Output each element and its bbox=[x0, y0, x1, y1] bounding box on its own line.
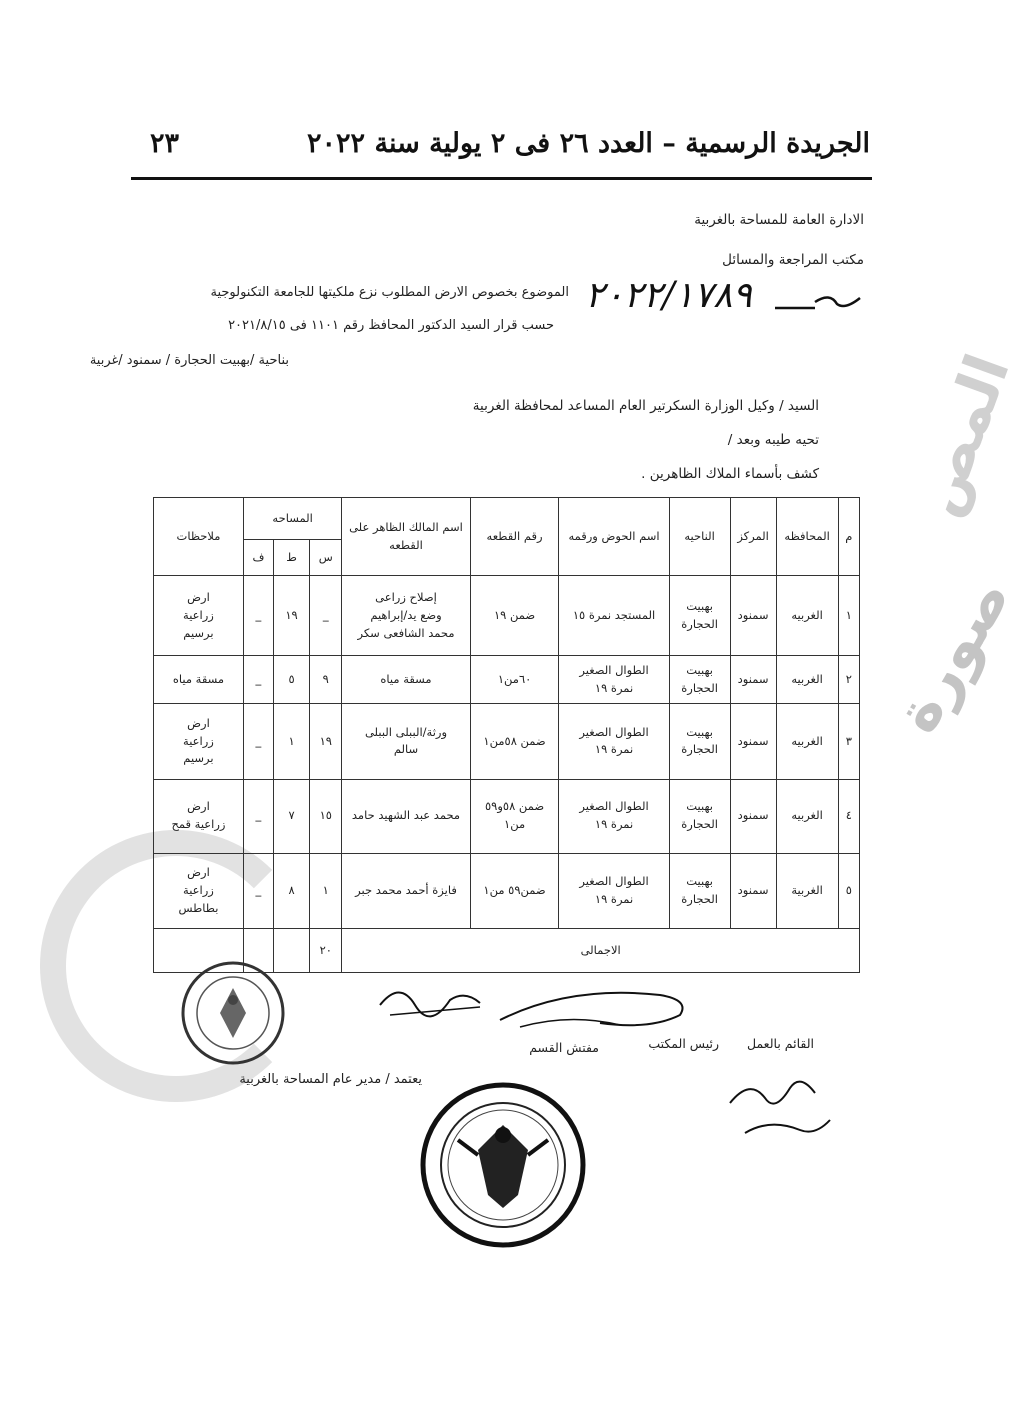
header-owner: اسم المالك الظاهر على القطعه bbox=[342, 498, 470, 576]
header-center: المركز bbox=[730, 498, 776, 576]
cell-governorate: الغربيه bbox=[776, 576, 838, 656]
gazette-title: الجريدة الرسمية – العدد ٢٦ فى ٢ يولية سنة ٢٠٢٢ bbox=[307, 128, 870, 159]
cell-index: ٣ bbox=[838, 704, 859, 779]
office-line: مكتب المراجعة والمسائل bbox=[722, 252, 864, 268]
header-index: م bbox=[838, 498, 859, 576]
page-number: ٢٣ bbox=[150, 128, 180, 159]
cell-area-s: ١ bbox=[310, 853, 342, 928]
cell-plot: ضمن٥٩ من١ bbox=[470, 853, 559, 928]
cell-area-s: _ bbox=[310, 576, 342, 656]
header-area-f: ف bbox=[243, 540, 273, 576]
header-area-s: س bbox=[310, 540, 342, 576]
signature-scribbles bbox=[370, 975, 710, 1045]
cell-index: ٥ bbox=[838, 853, 859, 928]
cell-notes: ارض زراعية قمح bbox=[154, 779, 244, 853]
cell-center: سمنود bbox=[730, 656, 776, 704]
cell-plot: ضمن ١٩ bbox=[470, 576, 559, 656]
cell-notes: ارض زراعية برسيم bbox=[154, 704, 244, 779]
total-label: الاجمالى bbox=[342, 928, 860, 972]
signature-inspector: مفتش القسم bbox=[529, 1040, 599, 1055]
cell-owner: فايزة أحمد محمد جبر bbox=[342, 853, 470, 928]
holdings-table-wrap bbox=[153, 497, 860, 973]
reference-stroke bbox=[575, 280, 865, 330]
cell-area-t: ١٩ bbox=[273, 576, 309, 656]
header-notes: ملاحظات bbox=[154, 498, 244, 576]
authority-line: الادارة العامة للمساحة بالغربية bbox=[694, 212, 864, 228]
cell-basin: المستجد نمرة ١٥ bbox=[559, 576, 669, 656]
header-village: الناحيه bbox=[669, 498, 730, 576]
cell-area-t: ٥ bbox=[273, 656, 309, 704]
cell-governorate: الغربيه bbox=[776, 704, 838, 779]
table-row bbox=[154, 704, 860, 779]
header-area-t: ط bbox=[273, 540, 309, 576]
cell-center: سمنود bbox=[730, 704, 776, 779]
cell-owner: إصلاح زراعى وضع يد/إبراهيم محمد الشافعى سكر bbox=[342, 576, 470, 656]
cell-center: سمنود bbox=[730, 853, 776, 928]
cell-notes: ارض زراعية بطاطس bbox=[154, 853, 244, 928]
cell-village: بهبيت الحجارة bbox=[669, 853, 730, 928]
holdings-table bbox=[153, 497, 860, 973]
watermark-text: المص bbox=[901, 345, 1024, 525]
cell-area-t: ٧ bbox=[273, 779, 309, 853]
cell-area-f: _ bbox=[243, 853, 273, 928]
cell-area-t: ٨ bbox=[273, 853, 309, 928]
greeting-line: تحيه طيبه وبعد / bbox=[727, 432, 819, 448]
gazette-header bbox=[135, 128, 870, 164]
table-row bbox=[154, 779, 860, 853]
reference-number: ٢٠٢٢/١٧٨٩ bbox=[585, 275, 752, 316]
cell-center: سمنود bbox=[730, 576, 776, 656]
cell-area-s: ١٥ bbox=[310, 779, 342, 853]
signature-approval: يعتمد / مدير عام المساحة بالغربية bbox=[239, 1072, 422, 1087]
official-stamp-small bbox=[178, 958, 288, 1068]
subject-line-2: حسب قرار السيد الدكتور المحافظ رقم ١١٠١ فى ٢٠٢١/٨/١٥ bbox=[228, 318, 554, 333]
cell-governorate: الغربيه bbox=[776, 656, 838, 704]
cell-area-s: ٩ bbox=[310, 656, 342, 704]
cell-owner: محمد عبد الشهيد حامد bbox=[342, 779, 470, 853]
cell-area-f: _ bbox=[243, 576, 273, 656]
header-area: المساحه bbox=[243, 498, 341, 540]
cell-notes: ارض زراعية برسيم bbox=[154, 576, 244, 656]
cell-plot: ضمن ٥٨من١ bbox=[470, 704, 559, 779]
total-area-s: ٢٠ bbox=[310, 928, 342, 972]
cell-center: سمنود bbox=[730, 779, 776, 853]
cell-basin: الطوال الصغير نمرة ١٩ bbox=[559, 779, 669, 853]
cell-area-f: _ bbox=[243, 779, 273, 853]
cell-owner: مسقة مياه bbox=[342, 656, 470, 704]
table-row bbox=[154, 576, 860, 656]
table-row bbox=[154, 656, 860, 704]
cell-governorate: الغربيه bbox=[776, 779, 838, 853]
official-seal bbox=[418, 1080, 588, 1250]
cell-owner: ورثة/الببلى الببلى سالم bbox=[342, 704, 470, 779]
header-rule bbox=[131, 177, 872, 180]
cell-village: بهبيت الحجارة bbox=[669, 576, 730, 656]
cell-area-f: _ bbox=[243, 656, 273, 704]
cell-notes: مسقة مياه bbox=[154, 656, 244, 704]
signature-worker: القائم بالعمل bbox=[746, 1036, 814, 1051]
cell-plot: ضمن ٥٨و٥٩ من١ bbox=[470, 779, 559, 853]
cell-index: ٢ bbox=[838, 656, 859, 704]
table-row bbox=[154, 853, 860, 928]
cell-basin: الطوال الصغير نمرة ١٩ bbox=[559, 704, 669, 779]
cell-governorate: الغربية bbox=[776, 853, 838, 928]
cell-village: بهبيت الحجارة bbox=[669, 779, 730, 853]
cell-basin: الطوال الصغير نمرة ١٩ bbox=[559, 656, 669, 704]
worker-signature bbox=[720, 1058, 840, 1148]
cell-index: ٤ bbox=[838, 779, 859, 853]
header-governorate: المحافظه bbox=[776, 498, 838, 576]
cell-basin: الطوال الصغير نمرة ١٩ bbox=[559, 853, 669, 928]
subject-line-1: الموضوع بخصوص الارض المطلوب نزع ملكيتها للجامعة التكنولوجية bbox=[210, 285, 569, 300]
intro-line: كشف بأسماء الملاك الظاهرين . bbox=[641, 466, 819, 482]
subject-line-3: بناحية /بهبيت الحجارة / سمنود /غربية bbox=[89, 353, 289, 368]
cell-area-s: ١٩ bbox=[310, 704, 342, 779]
header-basin: اسم الحوض ورقمه bbox=[559, 498, 669, 576]
cell-area-f: _ bbox=[243, 704, 273, 779]
cell-village: بهبيت الحجارة bbox=[669, 704, 730, 779]
addressee-line: السيد / وكيل الوزارة السكرتير العام المساعد لمحافظة الغربية bbox=[472, 398, 819, 414]
header-plot: رقم القطعه bbox=[470, 498, 559, 576]
cell-plot: ٦٠من١ bbox=[470, 656, 559, 704]
cell-index: ١ bbox=[838, 576, 859, 656]
signature-office-head: رئيس المكتب bbox=[648, 1036, 719, 1051]
cell-area-t: ١ bbox=[273, 704, 309, 779]
cell-village: بهبيت الحجارة bbox=[669, 656, 730, 704]
watermark-text-2: صورة bbox=[881, 565, 1024, 745]
